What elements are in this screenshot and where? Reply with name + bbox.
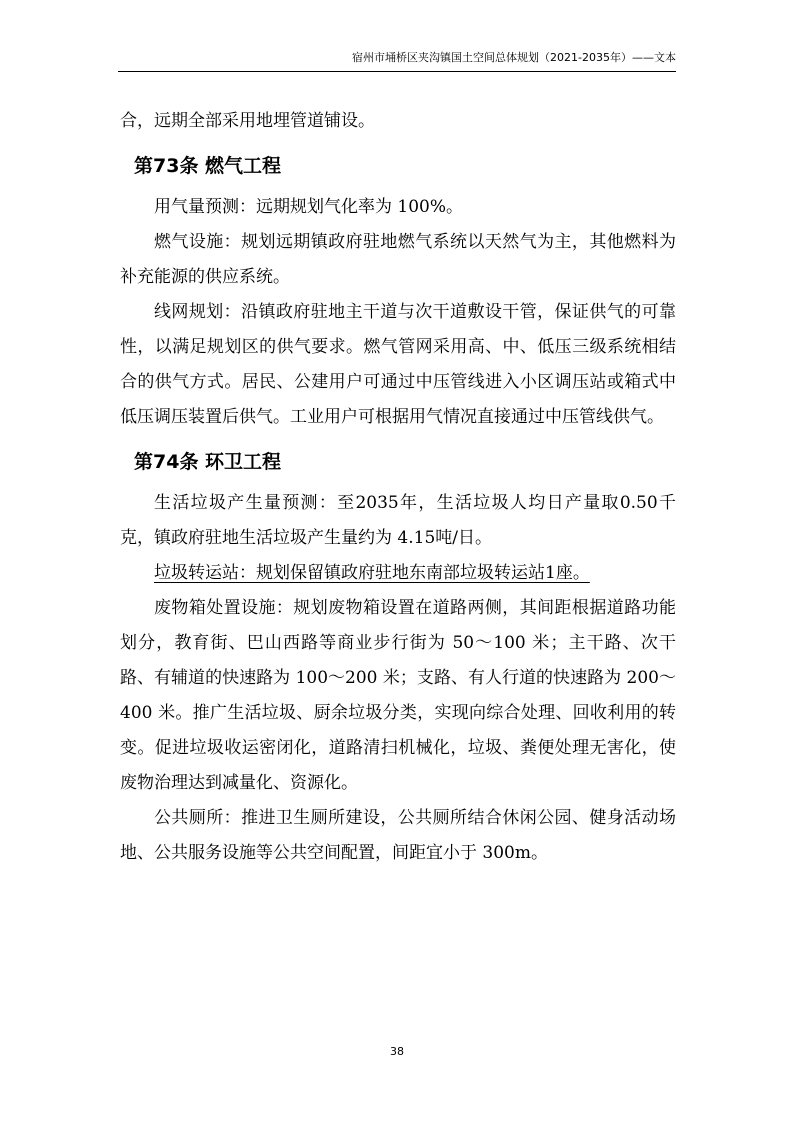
paragraph-continuation: 合，远期全部采用地埋管道铺设。	[120, 111, 375, 131]
paragraph-transfer-station	[120, 556, 676, 591]
transfer-station-text: 垃圾转运站：规划保留镇政府驻地东南部垃圾转运站1座。	[154, 563, 590, 583]
paragraph-gas-network: 线网规划：沿镇政府驻地主干道与次干道敷设干管，保证供气的可靠性，以满足规划区的供气要求。燃气管网采用高、中、低压三级系统相结合的供气方式。居民、公建用户可通过中压管线进入小区调压站或箱式中低压调压装置后供气。工业用户可根据用气情况直接通过中压管线供气。	[120, 302, 676, 427]
paragraph-gas-forecast: 用气量预测：远期规划气化率为 100%。	[154, 197, 464, 217]
section-heading-sanitation: 第74条 环卫工程	[134, 451, 282, 473]
paragraph-waste-forecast: 生活垃圾产生量预测：至2035年，生活垃圾人均日产量取0.50千克，镇政府驻地生活垃圾产生量约为 4.15吨/日。	[120, 493, 676, 548]
header-divider	[118, 71, 676, 72]
page-number: 38	[390, 1045, 404, 1058]
paragraph-public-toilets: 公共厕所：推进卫生厕所建设，公共厕所结合休闲公园、健身活动场地、公共服务设施等公共空间配置，间距宜小于 300m。	[120, 808, 676, 863]
page-header: 宿州市埇桥区夹沟镇国土空间总体规划（2021-2035年）——文本	[352, 51, 676, 64]
paragraph-waste-bins: 废物箱处置设施：规划废物箱设置在道路两侧，其间距根据道路功能划分，教育街、巴山西路等商业步行街为 50～100 米；主干路、次干路、有辅道的快速路为 100～200 米；支路、有人行道的快速路为 200～400 米。推广生活垃圾、厨余垃圾分类，实现向综合处理、回收利用的转变。促进垃圾收运密闭化，道路清扫机械化，垃圾、粪便处理无害化，使废物治理达到减量化、资源化。	[120, 598, 676, 793]
section-heading-gas: 第73条 燃气工程	[134, 155, 282, 177]
document-body	[120, 104, 676, 871]
paragraph-gas-facilities: 燃气设施：规划远期镇政府驻地燃气系统以天然气为主，其他燃料为补充能源的供应系统。	[120, 232, 676, 287]
